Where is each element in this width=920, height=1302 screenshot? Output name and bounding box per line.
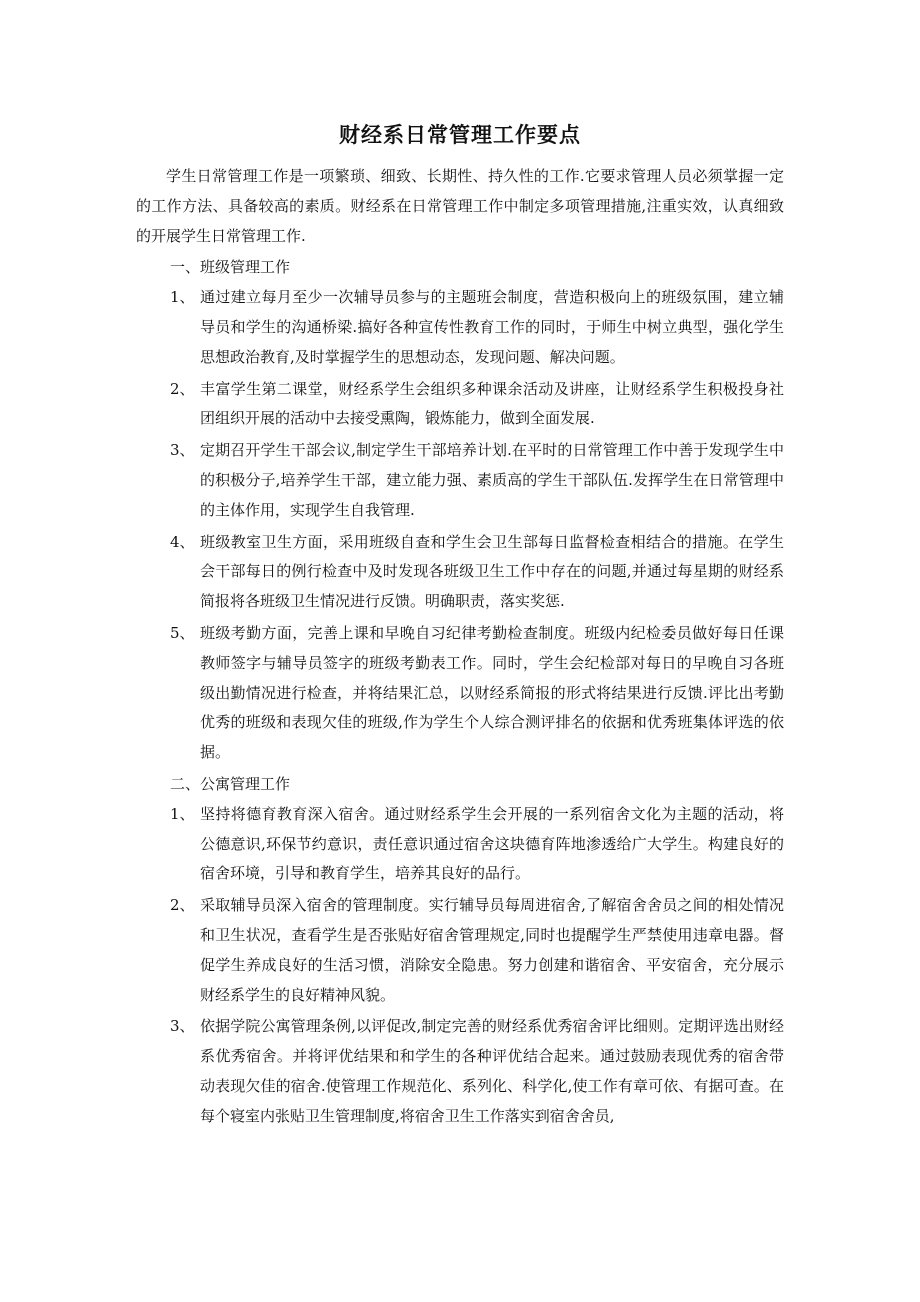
document-title: 财经系日常管理工作要点 — [339, 123, 581, 147]
list-item — [136, 528, 784, 617]
intro-paragraph: 学生日常管理工作是一项繁琐、细致、长期性、持久性的工作.它要求管理人员必须掌握一定的工作方法、具备较高的素质。财经系在日常管理工作中制定多项管理措施,注重实效，认真细致的开展学生日常管理工作. — [136, 167, 784, 245]
item-text: 坚持将德育教育深入宿舍。通过财经系学生会开展的一系列宿舍文化为主题的活动，将公德意识,环保节约意识，责任意识通过宿舍这块德育阵地渗透给广大学生。构建良好的宿舍环境，引导和教育学生，培养其良好的品行。 — [200, 804, 784, 883]
document-body — [136, 162, 784, 1134]
list-item — [136, 375, 784, 435]
section-heading-dormitory-management: 二、公寓管理工作 — [170, 774, 291, 793]
item-text: 班级考勤方面，完善上课和早晚自习纪律考勤检查制度。班级内纪检委员做好每日任课教师签字与辅导员签字的班级考勤表工作。同时，学生会纪检部对每日的早晚自习各班级出勤情况进行检查，并将结果汇总，以财经系简报的形式将结果进行反馈.评比出考勤优秀的班级和表现欠佳的班级,作为学生个人综合测评排名的依据和优秀班集体评选的依据。 — [200, 623, 784, 762]
item-number: 3、 — [170, 1017, 195, 1036]
item-text: 通过建立每月至少一次辅导员参与的主题班会制度，营造积极向上的班级氛围，建立辅导员和学生的沟通桥梁.搞好各种宣传性教育工作的同时，于师生中树立典型，强化学生思想政治教育,及时掌握学生的思想动态，发现问题、解决问题。 — [200, 288, 784, 366]
item-number: 1、 — [170, 804, 195, 823]
list-item — [136, 283, 784, 372]
item-text: 定期召开学生干部会议,制定学生干部培养计划.在平时的日常管理工作中善于发现学生中的积极分子,培养学生干部，建立能力强、素质高的学生干部队伍.发挥学生在日常管理中的主体作用，实现学生自我管理. — [200, 441, 784, 519]
section-heading-class-management: 一、班级管理工作 — [170, 258, 291, 277]
item-text: 班级教室卫生方面，采用班级自查和学生会卫生部每日监督检查相结合的措施。在学生会干部每日的例行检查中及时发现各班级卫生工作中存在的问题,并通过每星期的财经系简报将各班级卫生情况进行反馈。明确职责，落实奖惩. — [200, 532, 784, 611]
item-text: 采取辅导员深入宿舍的管理制度。实行辅导员每周进宿舍,了解宿舍舍员之间的相处情况和卫生状况，查看学生是否张贴好宿舍管理规定,同时也提醒学生严禁使用违章电器。督促学生养成良好的生活习惯，消除安全隐患。努力创建和谐宿舍、平安宿舍，充分展示财经系学生的良好精神风貌。 — [200, 896, 784, 1004]
item-number: 2、 — [170, 896, 195, 915]
item-text: 丰富学生第二课堂，财经系学生会组织多种课余活动及讲座，让财经系学生积极投身社团组织开展的活动中去接受熏陶，锻炼能力，做到全面发展. — [200, 379, 784, 428]
item-number: 4、 — [170, 532, 195, 551]
item-text: 依据学院公寓管理条例,以评促改,制定完善的财经系优秀宿舍评比细则。定期评选出财经系优秀宿舍。并将评优结果和和学生的各种评优结合起来。通过鼓励表现优秀的宿舍带动表现欠佳的宿舍.使管理工作规范化、系列化、科学化,使工作有章可依、有据可查。在每个寝室内张贴卫生管理制度,将宿舍卫生工作落实到宿舍舍员, — [200, 1017, 784, 1125]
list-item — [136, 800, 784, 889]
section-items-class-management — [136, 283, 784, 768]
list-item — [136, 891, 784, 1010]
item-number: 3、 — [170, 441, 195, 460]
list-item — [136, 619, 784, 768]
list-item — [136, 1012, 784, 1131]
item-number: 1、 — [170, 288, 195, 307]
list-item — [136, 436, 784, 525]
item-number: 2、 — [170, 379, 195, 398]
item-number: 5、 — [170, 623, 195, 642]
section-items-dormitory-management — [136, 800, 784, 1132]
